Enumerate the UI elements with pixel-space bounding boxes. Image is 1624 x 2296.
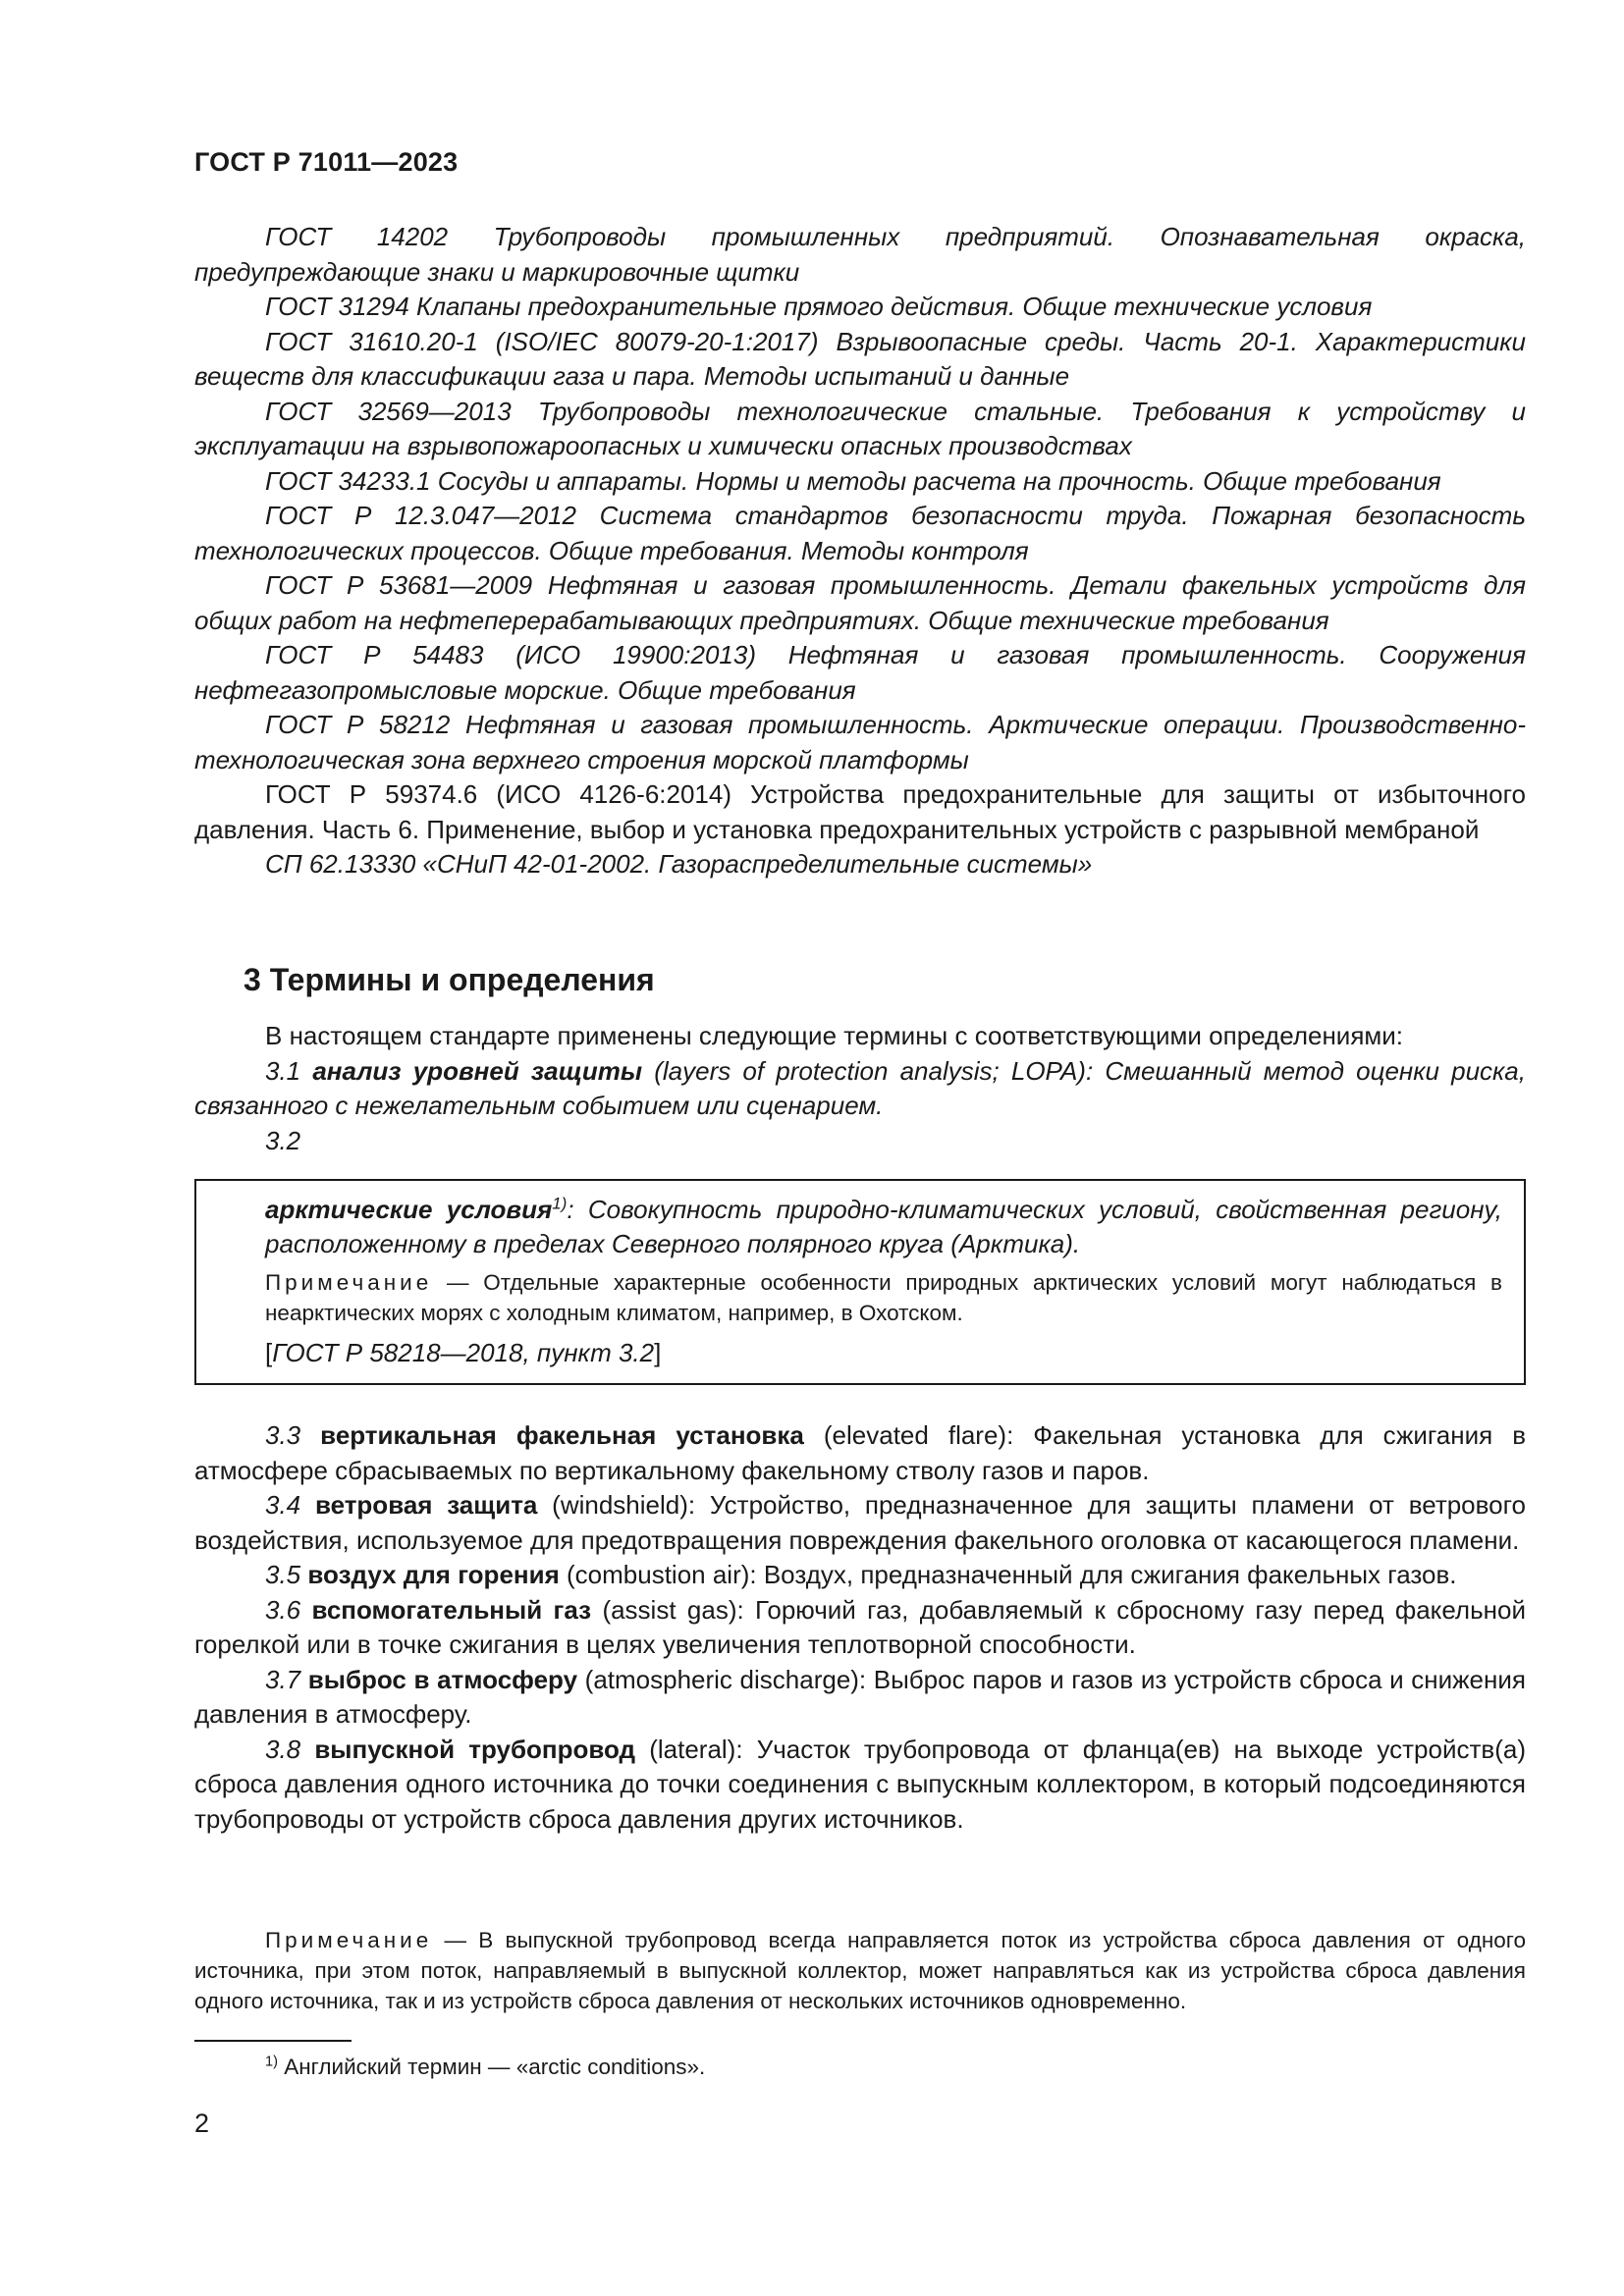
definition-item [194,1418,1526,1488]
term-name: ветровая защита [314,1490,538,1520]
section-title: 3 Термины и определения [244,962,655,997]
reference-item: ГОСТ Р 58212 Нефтяная и газовая промышленность. Арктические операции. Производственно-технологическая зона верхнего строения морской платформы [194,710,1526,774]
term-definition: (atmospheric discharge): Выброс паров и газов из устройств сброса и снижения давления в атмосферу. [194,1664,1526,1729]
term-3-1 [194,1054,1526,1124]
note-label: Примечание [265,1928,433,1952]
note-label: Примечание [265,1270,433,1295]
reference-item: ГОСТ 14202 Трубопроводы промышленных предприятий. Опознавательная окраска, предупреждающие знаки и маркировочные щитки [194,222,1526,287]
note-text: — В выпускной трубопровод всегда направляется поток из устройства сброса давления от одного источника, при этом поток, направляемый в выпускной коллектор, может направляться как из устройства сброса давления одного источника, так и из устройств сброса давления от нескольких источников одновременно. [194,1928,1526,2013]
term-source: [ГОСТ Р 58218—2018, пункт 3.2] [265,1338,662,1367]
reference-item: ГОСТ Р 59374.6 (ИСО 4126-6:2014) Устройства предохранительные для защиты от избыточного давления. Часть 6. Применение, выбор и установка предохранительных устройств с разрывной мембраной [194,779,1526,844]
term-3-2 [265,1193,1502,1261]
term-definition: (windshield): Устройство, предназначенное для защиты пламени от ветрового воздействия, используемое для предотвращения повреждения факельного оголовка от касающегося пламени. [194,1490,1526,1555]
term-number: 3.4 [265,1490,301,1520]
term-name: вертикальная факельная установка [320,1420,804,1450]
term-number: 3.6 [265,1594,301,1625]
reference-item: СП 62.13330 «СНиП 42-01-2002. Газораспределительные системы» [265,849,1093,879]
term-number: 3.7 [265,1664,301,1694]
definition-item [194,1733,1526,1838]
source-reference: ГОСТ Р 58218—2018, пункт 3.2 [272,1338,655,1367]
footnote-text: Английский термин — «arctic conditions». [278,2055,706,2079]
term-number: 3.3 [265,1420,301,1450]
footnote-divider [194,2040,352,2042]
document-header: ГОСТ Р 71011—2023 [194,147,459,177]
reference-item: ГОСТ 32569—2013 Трубопроводы технологические стальные. Требования к устройству и эксплуатации на взрывопожароопасных и химически опасных производствах [194,396,1526,460]
term-definition: (assist gas): Горючий газ, добавляемый к сбросному газу перед факельной горелкой или в точке сжигания в целях увеличения теплотворной способности. [194,1594,1526,1659]
footnote-mark: 1) [265,2054,278,2070]
term-name: выпускной трубопровод [314,1734,636,1764]
page-number: 2 [194,2109,210,2138]
definition-item [194,1593,1526,1663]
term-definition: (lateral): Участок трубопровода от фланца(ев) на выходе устройств(а) сброса давления одного источника до точки соединения с выпускным коллектором, в который подсоединяются трубопроводы от устройств сброса давления других источников. [194,1734,1526,1834]
reference-item: ГОСТ 34233.1 Сосуды и аппараты. Нормы и методы расчета на прочность. Общие требования [265,465,1441,496]
term-name: анализ уровней защиты [312,1055,643,1086]
footnote [265,2054,705,2081]
definition-item [194,1488,1526,1558]
term-definition: (elevated flare): Факельная установка для сжигания в атмосфере сбрасываемых по вертикальному факельному стволу газов и паров. [194,1420,1527,1485]
term-definition: (layers of protection analysis; LOPA): Смешанный метод оценки риска, связанного с нежелательным событием или сценарием. [194,1055,1526,1120]
terms-intro [194,1019,1526,1158]
section-intro: В настоящем стандарте применены следующие термины с соответствующими определениями: [265,1021,1404,1050]
definitions-list [194,1418,1526,1837]
term-name: вспомогательный газ [311,1594,592,1625]
reference-item: ГОСТ Р 12.3.047—2012 Система стандартов безопасности труда. Пожарная безопасность технологических процессов. Общие требования. Методы контроля [194,501,1526,565]
term-name: арктические условия [265,1195,553,1224]
reference-item: ГОСТ 31294 Клапаны предохранительные прямого действия. Общие технические условия [265,292,1373,321]
reference-item: ГОСТ 31610.20-1 (ISO/IEC 80079-20-1:2017) Взрывоопасные среды. Часть 20-1. Характеристики веществ для классификации газа и пара. Методы испытаний и данные [194,326,1526,391]
term-3-2-note [265,1267,1502,1328]
note-text: — Отдельные характерные особенности природных арктических условий могут наблюдаться в неарктических морях с холодным климатом, например, в Охотском. [265,1270,1502,1325]
footnote-reference: 1) [552,1194,568,1213]
term-number: 3.1 [265,1055,301,1086]
reference-item: ГОСТ Р 53681—2009 Нефтяная и газовая промышленность. Детали факельных устройств для общих работ на нефтеперерабатывающих предприятиях. Общие технические требования [194,570,1526,635]
term-number: 3.5 [265,1560,301,1589]
term-3-2-box [194,1179,1526,1385]
term-3-8-note [194,1925,1526,2016]
definition-item [194,1558,1526,1593]
term-name: воздух для горения [307,1560,560,1589]
term-name: выброс в атмосферу [307,1664,578,1694]
reference-item: ГОСТ Р 54483 (ИСО 19900:2013) Нефтяная и газовая промышленность. Сооружения нефтегазопромысловые морские. Общие требования [194,640,1526,705]
term-number: 3.8 [265,1734,301,1764]
term-definition: (combustion air): Воздух, предназначенный для сжигания факельных газов. [567,1560,1457,1589]
definition-item [194,1663,1526,1733]
term-definition: : Совокупность природно-климатических условий, свойственная региону, расположенному в пределах Северного полярного круга (Арктика). [265,1195,1502,1258]
term-3-2-number: 3.2 [265,1125,301,1155]
normative-references [194,220,1526,882]
